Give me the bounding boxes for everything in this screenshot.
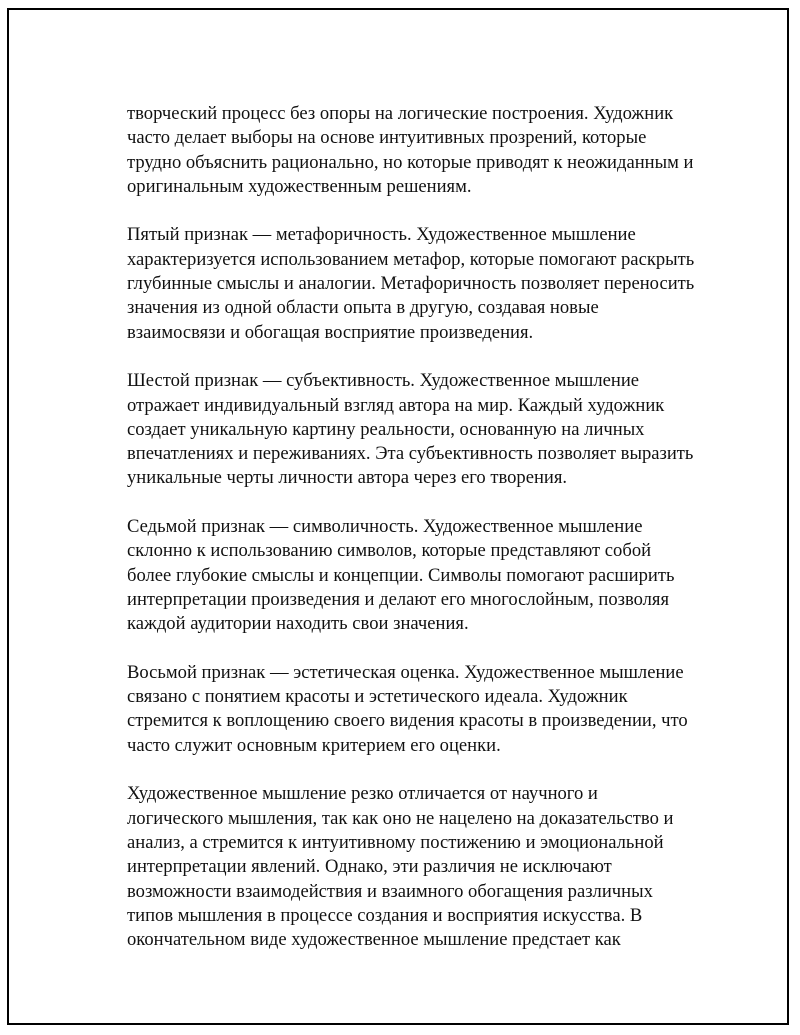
text-line: возможности взаимодействия и взаимного обогащения различных [127,880,653,902]
text-line: создает уникальную картину реальности, основанную на личных [127,418,645,440]
text-line: характеризуется использованием метафор, которые помогают раскрыть [127,248,695,270]
document-body [127,102,727,977]
text-line: склонно к использованию символов, которые представляют собой [127,540,652,562]
paragraph-4 [127,515,727,636]
text-line: Пятый признак — метафоричность. Художественное мышление [127,224,636,246]
text-line: стремится к воплощению своего видения красоты в произведении, что [127,710,688,732]
text-line: каждой аудитории находить свои значения. [127,613,469,635]
text-line: связано с понятием красоты и эстетического идеала. Художник [127,686,628,708]
text-line: значения из одной области опыта в другую, создавая новые [127,297,599,319]
text-line: трудно объяснить рационально, но которые приводят к неожиданным и [127,151,694,173]
page-frame [7,8,789,1025]
text-line: оригинальным художественным решениям. [127,175,472,197]
text-line: творческий процесс без опоры на логические построения. Художник [127,103,674,124]
text-line: более глубокие смыслы и концепции. Символы помогают расширить [127,564,675,586]
paragraph-5 [127,661,727,758]
text-line: окончательном виде художественное мышление предстает как [127,929,621,951]
text-line: типов мышления в процессе создания и восприятия искусства. В [127,904,643,926]
paragraph-3 [127,369,727,490]
text-line: отражает индивидуальный взгляд автора на мир. Каждый художник [127,394,665,416]
text-line: часто служит основным критерием его оценки. [127,734,501,756]
paragraph-1 [127,102,727,199]
text-line: Художественное мышление резко отличается от научного и [127,783,598,805]
text-line: Шестой признак — субъективность. Художественное мышление [127,370,640,392]
text-line: часто делает выборы на основе интуитивных прозрений, которые [127,127,647,149]
text-line: впечатлениях и переживаниях. Эта субъективность позволяет выразить [127,443,694,465]
text-line: анализ, а стремится к интуитивному постижению и эмоциональной [127,831,664,853]
paragraph-2 [127,223,727,344]
text-line: Восьмой признак — эстетическая оценка. Художественное мышление [127,661,684,683]
text-line: логического мышления, так как оно не нацелено на доказательство и [127,807,674,829]
text-line: интерпретации явлений. Однако, эти различия не исключают [127,856,612,878]
paragraph-6 [127,782,727,952]
text-line: взаимосвязи и обогащая восприятие произведения. [127,321,534,343]
text-line: Седьмой признак — символичность. Художественное мышление [127,516,643,538]
text-line: интерпретации произведения и делают его многослойным, позволяя [127,588,670,610]
text-line: глубинные смыслы и аналогии. Метафоричность позволяет переносить [127,273,695,295]
text-line: уникальные черты личности автора через его творения. [127,467,568,489]
